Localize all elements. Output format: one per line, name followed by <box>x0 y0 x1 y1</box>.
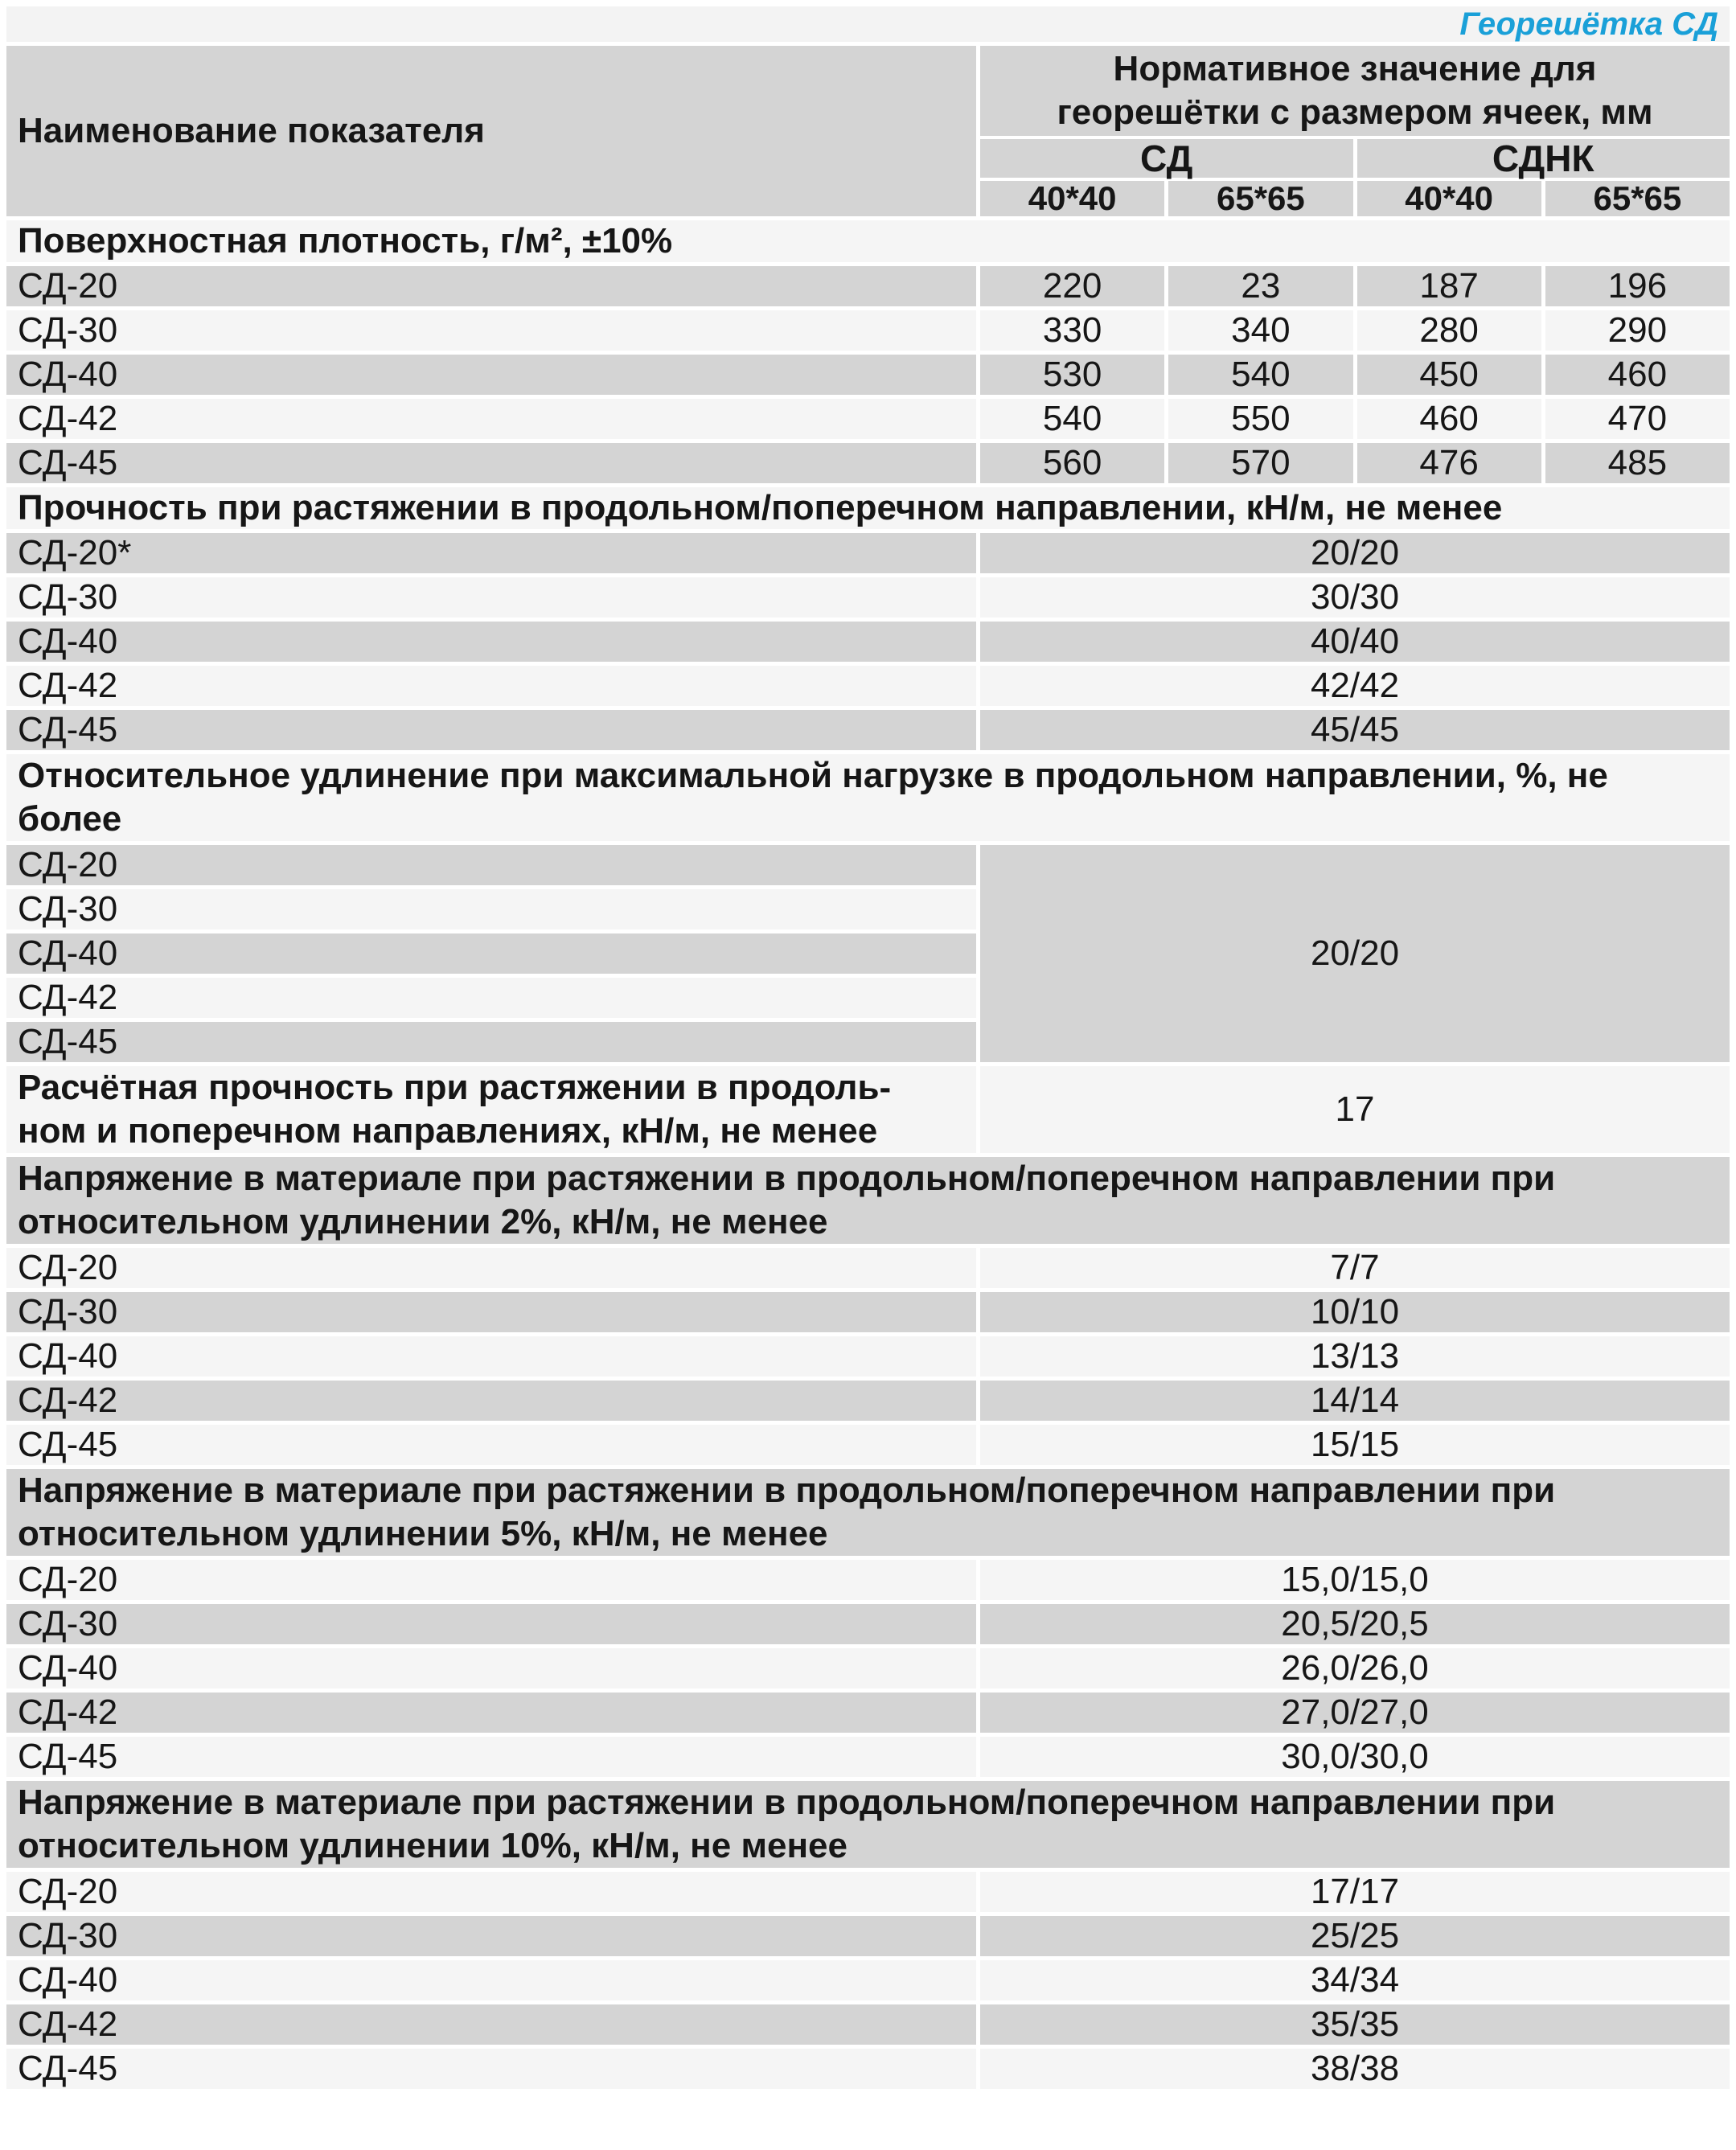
table-row <box>6 666 1730 706</box>
section-header-line1: Относительное удлинение при максимальной нагрузке в продольном направлении, %, не <box>18 756 1608 795</box>
design-strength-line1: Расчётная прочность при растяжении в продоль- <box>18 1068 892 1107</box>
row-label: СД-30 <box>6 889 976 929</box>
row-merged-value: 38/38 <box>980 2049 1730 2089</box>
table-row <box>6 1248 1730 1288</box>
row-label: СД-30 <box>6 1292 976 1332</box>
section-header-line2: относительном удлинении 5%, кН/м, не менее <box>18 1514 828 1553</box>
column-header-normative <box>980 46 1730 136</box>
cell-size-header-sdnk-40: 40*40 <box>1357 181 1541 216</box>
section-header-density: Поверхностная плотность, г/м², ±10% <box>6 220 1730 262</box>
design-strength-row <box>6 1066 1730 1153</box>
table-row <box>6 577 1730 618</box>
row-label: СД-45 <box>6 1425 976 1465</box>
row-value: 476 <box>1357 443 1541 483</box>
row-merged-value: 13/13 <box>980 1336 1730 1377</box>
section-header-line1: Напряжение в материале при растяжении в продольном/поперечном направлении при <box>18 1471 1556 1510</box>
cell-size-header-sd-65: 65*65 <box>1168 181 1352 216</box>
row-label: СД-40 <box>6 1960 976 2000</box>
row-value: 187 <box>1357 266 1541 306</box>
row-label: СД-20 <box>6 1560 976 1600</box>
row-label: СД-45 <box>6 1022 976 1062</box>
row-label: СД-20* <box>6 533 976 573</box>
row-value: 450 <box>1357 355 1541 395</box>
row-label: СД-42 <box>6 978 976 1018</box>
row-label: СД-45 <box>6 2049 976 2089</box>
normative-header-line1: Нормативное значение для <box>1113 49 1597 88</box>
row-label: СД-42 <box>6 2004 976 2045</box>
table-row <box>6 1737 1730 1777</box>
row-label: СД-30 <box>6 577 976 618</box>
table-row <box>6 399 1730 439</box>
table-row <box>6 2004 1730 2045</box>
row-value: 485 <box>1545 443 1730 483</box>
page-title: Георешётка СД <box>1459 6 1718 42</box>
section-header-strength: Прочность при растяжении в продольном/поперечном направлении, кН/м, не менее <box>6 487 1730 529</box>
normative-header-line2: георешётки с размером ячеек, мм <box>1057 92 1653 132</box>
group-header-sd: СД <box>980 139 1353 178</box>
row-label: СД-45 <box>6 443 976 483</box>
merged-value-block: 20/20 <box>980 845 1730 1062</box>
row-label: СД-30 <box>6 1916 976 1956</box>
row-merged-value: 26,0/26,0 <box>980 1648 1730 1688</box>
row-value: 550 <box>1168 399 1352 439</box>
section-header-stress-2 <box>6 1157 1730 1244</box>
section-header-line2: более <box>18 799 122 839</box>
row-merged-value: 17 <box>980 1066 1730 1153</box>
row-value: 340 <box>1168 310 1352 351</box>
section-header-line1: Напряжение в материале при растяжении в продольном/поперечном направлении при <box>18 1783 1556 1822</box>
row-merged-value: 20/20 <box>980 533 1730 573</box>
table-row <box>6 1336 1730 1377</box>
table-row <box>6 1292 1730 1332</box>
row-label: СД-20 <box>6 1248 976 1288</box>
table-row <box>6 310 1730 351</box>
row-label: СД-40 <box>6 1336 976 1377</box>
design-strength-line2: ном и поперечном направлениях, кН/м, не менее <box>18 1111 878 1151</box>
row-merged-value: 30/30 <box>980 577 1730 618</box>
table-row <box>6 2049 1730 2089</box>
row-merged-value: 15,0/15,0 <box>980 1560 1730 1600</box>
row-label: СД-40 <box>6 622 976 662</box>
row-label-design-strength <box>6 1066 976 1153</box>
row-label: СД-45 <box>6 1737 976 1777</box>
table-row <box>6 533 1730 573</box>
table-row <box>6 1425 1730 1465</box>
table-row <box>6 1381 1730 1421</box>
group-header-sdnk: СДНК <box>1357 139 1730 178</box>
table-row <box>6 1693 1730 1733</box>
table-header <box>6 46 1730 216</box>
row-merged-value: 7/7 <box>980 1248 1730 1288</box>
table-row <box>6 355 1730 395</box>
row-merged-value: 17/17 <box>980 1872 1730 1912</box>
row-value: 570 <box>1168 443 1352 483</box>
table-row <box>6 1604 1730 1644</box>
row-merged-value: 35/35 <box>980 2004 1730 2045</box>
row-label: СД-40 <box>6 933 976 974</box>
row-value: 460 <box>1545 355 1730 395</box>
row-merged-value: 10/10 <box>980 1292 1730 1332</box>
table-row <box>6 1648 1730 1688</box>
row-label: СД-30 <box>6 310 976 351</box>
row-merged-value: 20,5/20,5 <box>980 1604 1730 1644</box>
section-header-line2: относительном удлинении 2%, кН/м, не менее <box>18 1202 828 1241</box>
row-label: СД-42 <box>6 666 976 706</box>
table-row <box>6 1872 1730 1912</box>
row-merged-value: 34/34 <box>980 1960 1730 2000</box>
table-row <box>6 1960 1730 2000</box>
section-header-line1: Напряжение в материале при растяжении в продольном/поперечном направлении при <box>18 1159 1556 1198</box>
section-header-stress-5 <box>6 1469 1730 1556</box>
cell-size-header-sdnk-65: 65*65 <box>1545 181 1730 216</box>
section-header-line2: относительном удлинении 10%, кН/м, не менее <box>18 1826 847 1865</box>
table-row <box>6 710 1730 750</box>
row-merged-value: 15/15 <box>980 1425 1730 1465</box>
row-value: 530 <box>980 355 1164 395</box>
row-value: 460 <box>1357 399 1541 439</box>
row-label: СД-20 <box>6 1872 976 1912</box>
cell-size-header-sd-40: 40*40 <box>980 181 1164 216</box>
elongation-rows <box>6 845 1730 1062</box>
title-bar <box>6 6 1730 42</box>
table-row <box>6 266 1730 306</box>
row-merged-value: 14/14 <box>980 1381 1730 1421</box>
row-label: СД-20 <box>6 266 976 306</box>
row-label: СД-42 <box>6 1381 976 1421</box>
row-label: СД-30 <box>6 1604 976 1644</box>
section-header-elongation <box>6 754 1730 841</box>
table-row <box>6 1916 1730 1956</box>
row-value: 330 <box>980 310 1164 351</box>
row-value: 560 <box>980 443 1164 483</box>
row-merged-value: 40/40 <box>980 622 1730 662</box>
row-value: 220 <box>980 266 1164 306</box>
row-label: СД-42 <box>6 399 976 439</box>
row-label: СД-42 <box>6 1693 976 1733</box>
row-merged-value: 42/42 <box>980 666 1730 706</box>
row-label: СД-40 <box>6 1648 976 1688</box>
row-value: 196 <box>1545 266 1730 306</box>
column-header-name: Наименование показателя <box>6 46 976 216</box>
row-value: 280 <box>1357 310 1541 351</box>
table-row <box>6 1560 1730 1600</box>
row-value: 470 <box>1545 399 1730 439</box>
row-value: 23 <box>1168 266 1352 306</box>
section-header-stress-10 <box>6 1781 1730 1868</box>
row-label: СД-45 <box>6 710 976 750</box>
row-merged-value: 27,0/27,0 <box>980 1693 1730 1733</box>
row-merged-value: 25/25 <box>980 1916 1730 1956</box>
row-value: 290 <box>1545 310 1730 351</box>
row-label: СД-40 <box>6 355 976 395</box>
row-merged-value: 30,0/30,0 <box>980 1737 1730 1777</box>
row-label: СД-20 <box>6 845 976 885</box>
table-row <box>6 622 1730 662</box>
row-merged-value: 45/45 <box>980 710 1730 750</box>
table-row <box>6 443 1730 483</box>
row-value: 540 <box>980 399 1164 439</box>
row-value: 540 <box>1168 355 1352 395</box>
